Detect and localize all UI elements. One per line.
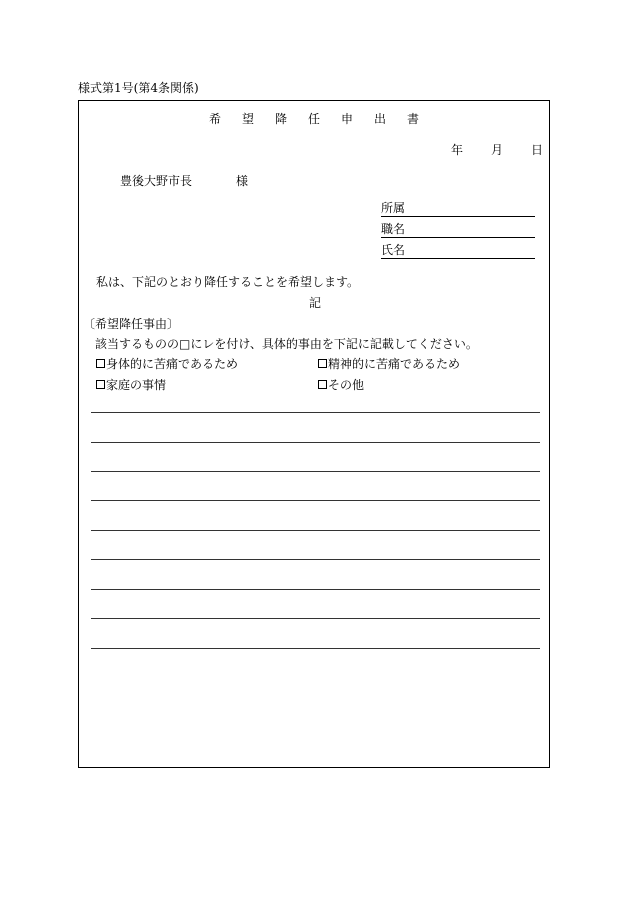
option-family [96, 376, 166, 393]
reason-write-line[interactable] [91, 500, 540, 501]
affiliation-label: 所属 [381, 201, 406, 215]
title-char: 任 [307, 112, 320, 126]
title-char: 出 [374, 112, 387, 126]
reason-write-line[interactable] [91, 589, 540, 590]
reason-write-line[interactable] [91, 648, 540, 649]
checkbox-mental[interactable] [318, 359, 327, 368]
addressee [120, 172, 248, 189]
reason-write-line[interactable] [91, 559, 540, 560]
date-row [451, 141, 543, 158]
job-title-field[interactable] [381, 222, 535, 238]
option-mental [318, 355, 460, 372]
ki-heading: 記 [308, 296, 321, 310]
date-day-label: 日 [530, 143, 543, 157]
option-other [318, 376, 364, 393]
checkbox-other[interactable] [318, 380, 327, 389]
reason-heading: 〔希望降任事由〕 [83, 317, 180, 331]
option-label: 精神的に苦痛であるため [328, 357, 461, 371]
checkbox-family[interactable] [96, 380, 105, 389]
instruction-text: 該当するものの□にレを付け、具体的事由を下記に記載してください。 [95, 337, 478, 351]
addressee-honorific: 様 [236, 174, 249, 188]
reason-write-line[interactable] [91, 530, 540, 531]
affiliation-field[interactable] [381, 201, 535, 217]
form-box [78, 100, 550, 768]
reason-write-line[interactable] [91, 412, 540, 413]
title-char: 降 [274, 112, 287, 126]
date-year-label: 年 [450, 143, 463, 157]
reason-write-line[interactable] [91, 618, 540, 619]
name-field[interactable] [381, 243, 535, 259]
checkbox-physical[interactable] [96, 359, 105, 368]
reason-write-line[interactable] [91, 471, 540, 472]
request-statement: 私は、下記のとおり降任することを希望します。 [96, 275, 360, 289]
date-month-label: 月 [490, 143, 503, 157]
title-char: 申 [341, 112, 354, 126]
option-physical [96, 355, 238, 372]
title-char: 希 [208, 112, 221, 126]
addressee-name: 豊後大野市長 [120, 174, 193, 188]
form-title [79, 110, 549, 127]
form-number-label: 様式第1号(第4条関係) [78, 81, 199, 95]
title-char: 望 [241, 112, 254, 126]
option-label: 家庭の事情 [106, 378, 167, 392]
reason-write-line[interactable] [91, 442, 540, 443]
name-label: 氏名 [381, 243, 406, 257]
job-title-label: 職名 [381, 222, 406, 236]
title-char: 書 [407, 112, 420, 126]
option-label: その他 [328, 378, 365, 392]
option-label: 身体的に苦痛であるため [106, 357, 239, 371]
